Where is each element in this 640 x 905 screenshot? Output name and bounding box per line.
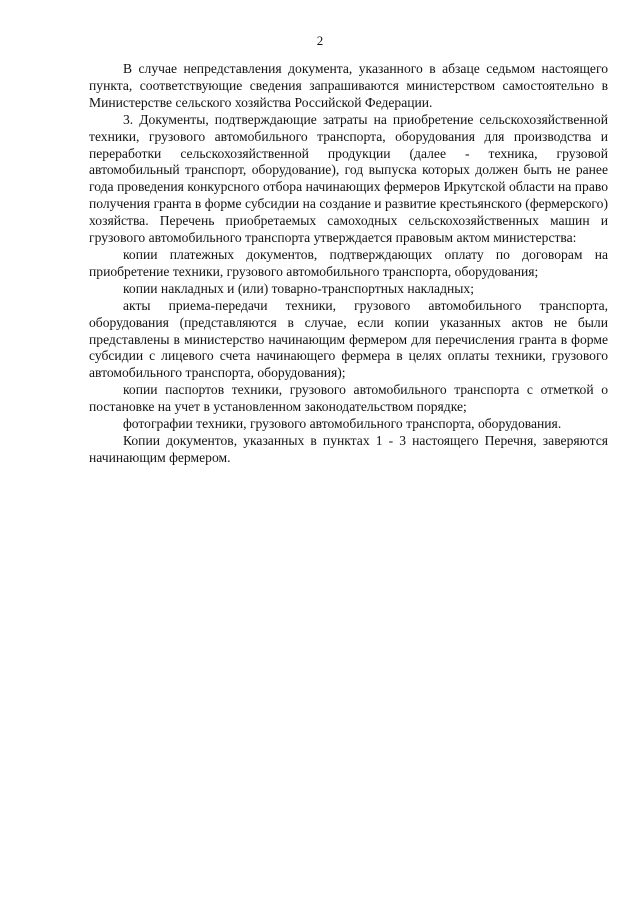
- paragraph-payment-documents: копии платежных документов, подтверждающих оплату по договорам на приобретение техники, грузового автомобильного транспорта, оборудования;: [89, 246, 608, 279]
- paragraph-item-3-expense-documents: 3. Документы, подтверждающие затраты на приобретение сельскохозяйственной техники, грузового автомобильного транспорта, оборудования для производства и переработки сельскохозяйственной продукции (далее - техника, грузовой автомобильный транспорт, оборудование), год выпуска которых должен быть не ранее года проведения конкурсного отбора начинающих фермеров Иркутской области на право получения гранта в форме субсидии на создание и развитие крестьянского (фермерского) хозяйства. Перечень приобретаемых самоходных сельскохозяйственных машин и грузового автомобильного транспорта утверждается правовым актом министерства:: [89, 111, 608, 246]
- page-number: 2: [316, 33, 324, 48]
- paragraph-missing-document: В случае непредставления документа, указанного в абзаце седьмом настоящего пункта, соответствующие сведения запрашиваются министерством самостоятельно в Министерстве сельского хозяйства Российской Федерации.: [89, 61, 608, 110]
- paragraph-certification: Копии документов, указанных в пунктах 1 - 3 настоящего Перечня, заверяются начинающим фермером.: [89, 432, 608, 465]
- paragraph-acceptance-acts: акты приема-передачи техники, грузового автомобильного транспорта, оборудования (представляются в случае, если копии указанных актов не были представлены в министерство начинающим фермером для перечисления гранта в форме субсидии с лицевого счета начинающего фермера в целях оплаты техники, грузового автомобильного транспорта, оборудования);: [89, 297, 608, 381]
- document-body: [89, 61, 608, 467]
- paragraph-waybills: копии накладных и (или) товарно-транспортных накладных;: [123, 280, 474, 296]
- paragraph-vehicle-passports: копии паспортов техники, грузового автомобильного транспорта с отметкой о постановке на учет в установленном законодательством порядке;: [89, 382, 608, 415]
- paragraph-photographs: фотографии техники, грузового автомобильного транспорта, оборудования.: [123, 416, 562, 432]
